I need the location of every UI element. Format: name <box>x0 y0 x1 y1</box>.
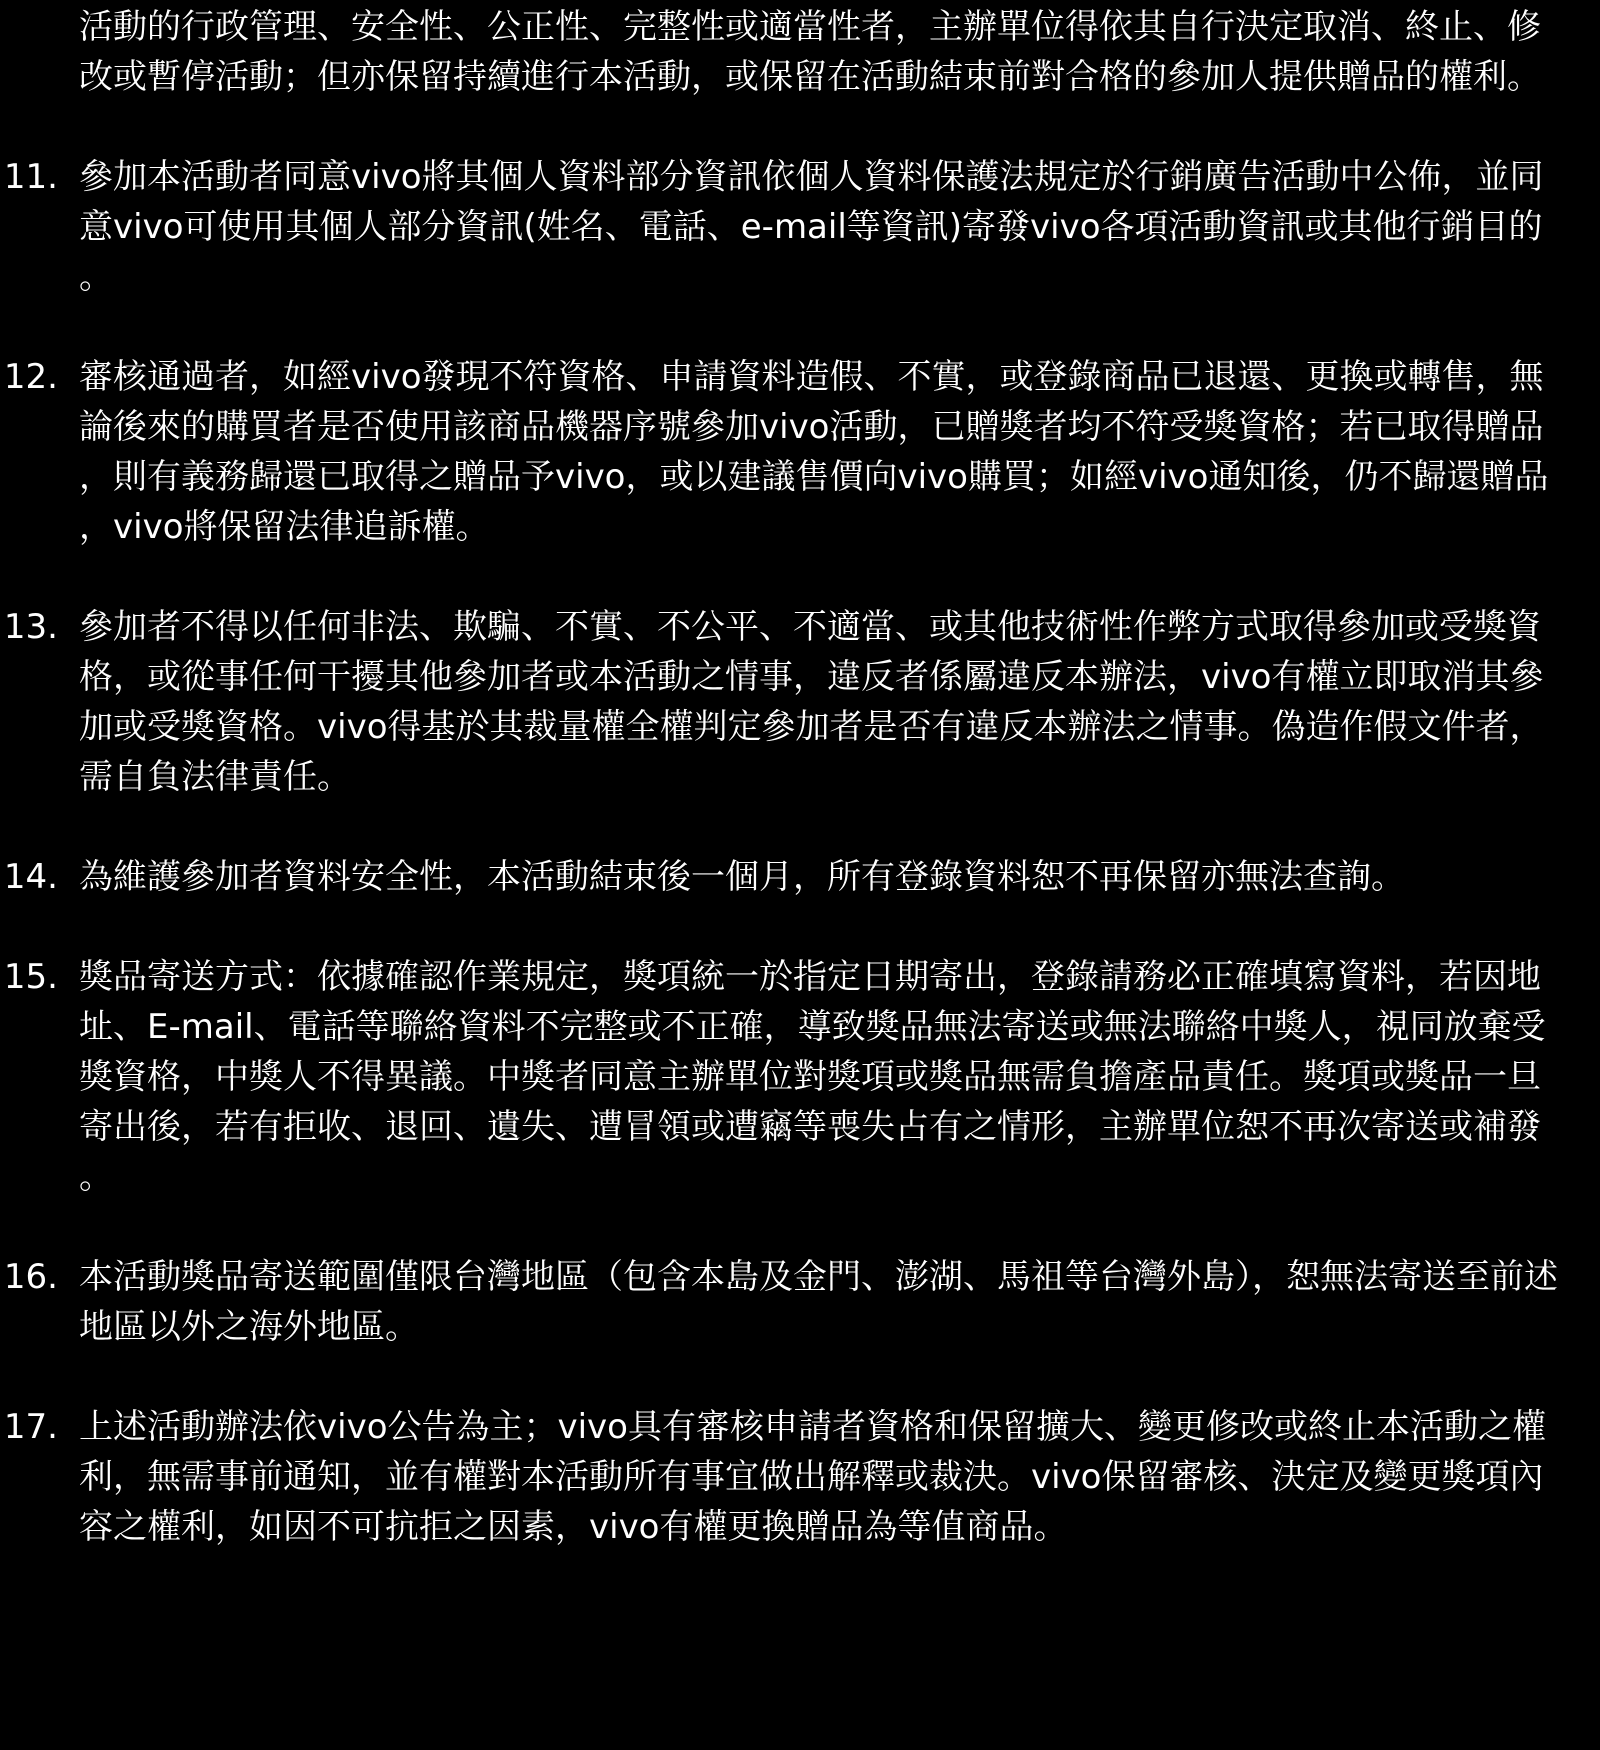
term-number: 11. <box>3 157 58 197</box>
term-text: 為維護參加者資料安全性，本活動結束後一個月，所有登錄資料恕不再保留亦無法查詢。 <box>79 857 1405 897</box>
term-text: 參加者不得以任何非法、欺騙、不實、不公平、不適當、或其他技術性作弊方式取得參加或受獎資格，或從事任何干擾其他參加者或本活動之情事，違反者係屬違反本辦法，vivo有權立即取消其參加或受獎資格。vivo得基於其裁量權全權判定參加者是否有違反本辦法之情事。偽造作假文件者，需自負法律責任。 <box>79 607 1544 797</box>
term-text: 獎品寄送方式：依據確認作業規定，獎項統一於指定日期寄出，登錄請務必正確填寫資料，若因地址、E-mail、電話等聯絡資料不完整或不正確，導致獎品無法寄送或無法聯絡中獎人，視同放棄受獎資格，中獎人不得異議。中獎者同意主辦單位對獎項或獎品無需負擔產品責任。獎項或獎品一旦寄出後，若有拒收、退回、遺失、遭冒領或遭竊等喪失占有之情形，主辦單位恕不再次寄送或補發。 <box>79 957 1546 1197</box>
term-item-12 <box>0 352 1600 552</box>
term-item-11 <box>0 152 1600 302</box>
term-text: 本活動獎品寄送範圍僅限台灣地區（包含本島及金門、澎湖、馬祖等台灣外島），恕無法寄送至前述地區以外之海外地區。 <box>79 1257 1558 1347</box>
term-item-14 <box>0 852 1600 902</box>
term-number: 16. <box>3 1257 58 1297</box>
term-number: 17. <box>3 1407 58 1447</box>
term-text: 參加本活動者同意vivo將其個人資料部分資訊依個人資料保護法規定於行銷廣告活動中公佈，並同意vivo可使用其個人部分資訊(姓名、電話、e-mail等資訊)寄發vivo各項活動資訊或其他行銷目的。 <box>79 157 1544 297</box>
term-item-15 <box>0 952 1600 1202</box>
term-number: 13. <box>3 607 58 647</box>
term-text: 上述活動辦法依vivo公告為主；vivo具有審核申請者資格和保留擴大、變更修改或終止本活動之權利，無需事前通知，並有權對本活動所有事宜做出解釋或裁決。vivo保留審核、決定及變更獎項內容之權利，如因不可抗拒之因素，vivo有權更換贈品為等值商品。 <box>79 1407 1546 1547</box>
term-text: 審核通過者，如經vivo發現不符資格、申請資料造假、不實，或登錄商品已退還、更換或轉售，無論後來的購買者是否使用該商品機器序號參加vivo活動，已贈獎者均不符受獎資格；若已取得贈品，則有義務歸還已取得之贈品予vivo，或以建議售價向vivo購買；如經vivo通知後，仍不歸還贈品，vivo將保留法律追訴權。 <box>79 357 1549 547</box>
term-number: 15. <box>3 957 58 997</box>
terms-list <box>0 2 1600 1602</box>
term-continuation <box>0 2 1600 102</box>
term-number: 12. <box>3 357 58 397</box>
term-text: 活動的行政管理、安全性、公正性、完整性或適當性者，主辦單位得依其自行決定取消、終止、修改或暫停活動；但亦保留持續進行本活動，或保留在活動結束前對合格的參加人提供贈品的權利。 <box>79 7 1541 97</box>
term-number: 14. <box>3 857 58 897</box>
term-item-13 <box>0 602 1600 802</box>
term-item-17 <box>0 1402 1600 1552</box>
term-item-16 <box>0 1252 1600 1352</box>
